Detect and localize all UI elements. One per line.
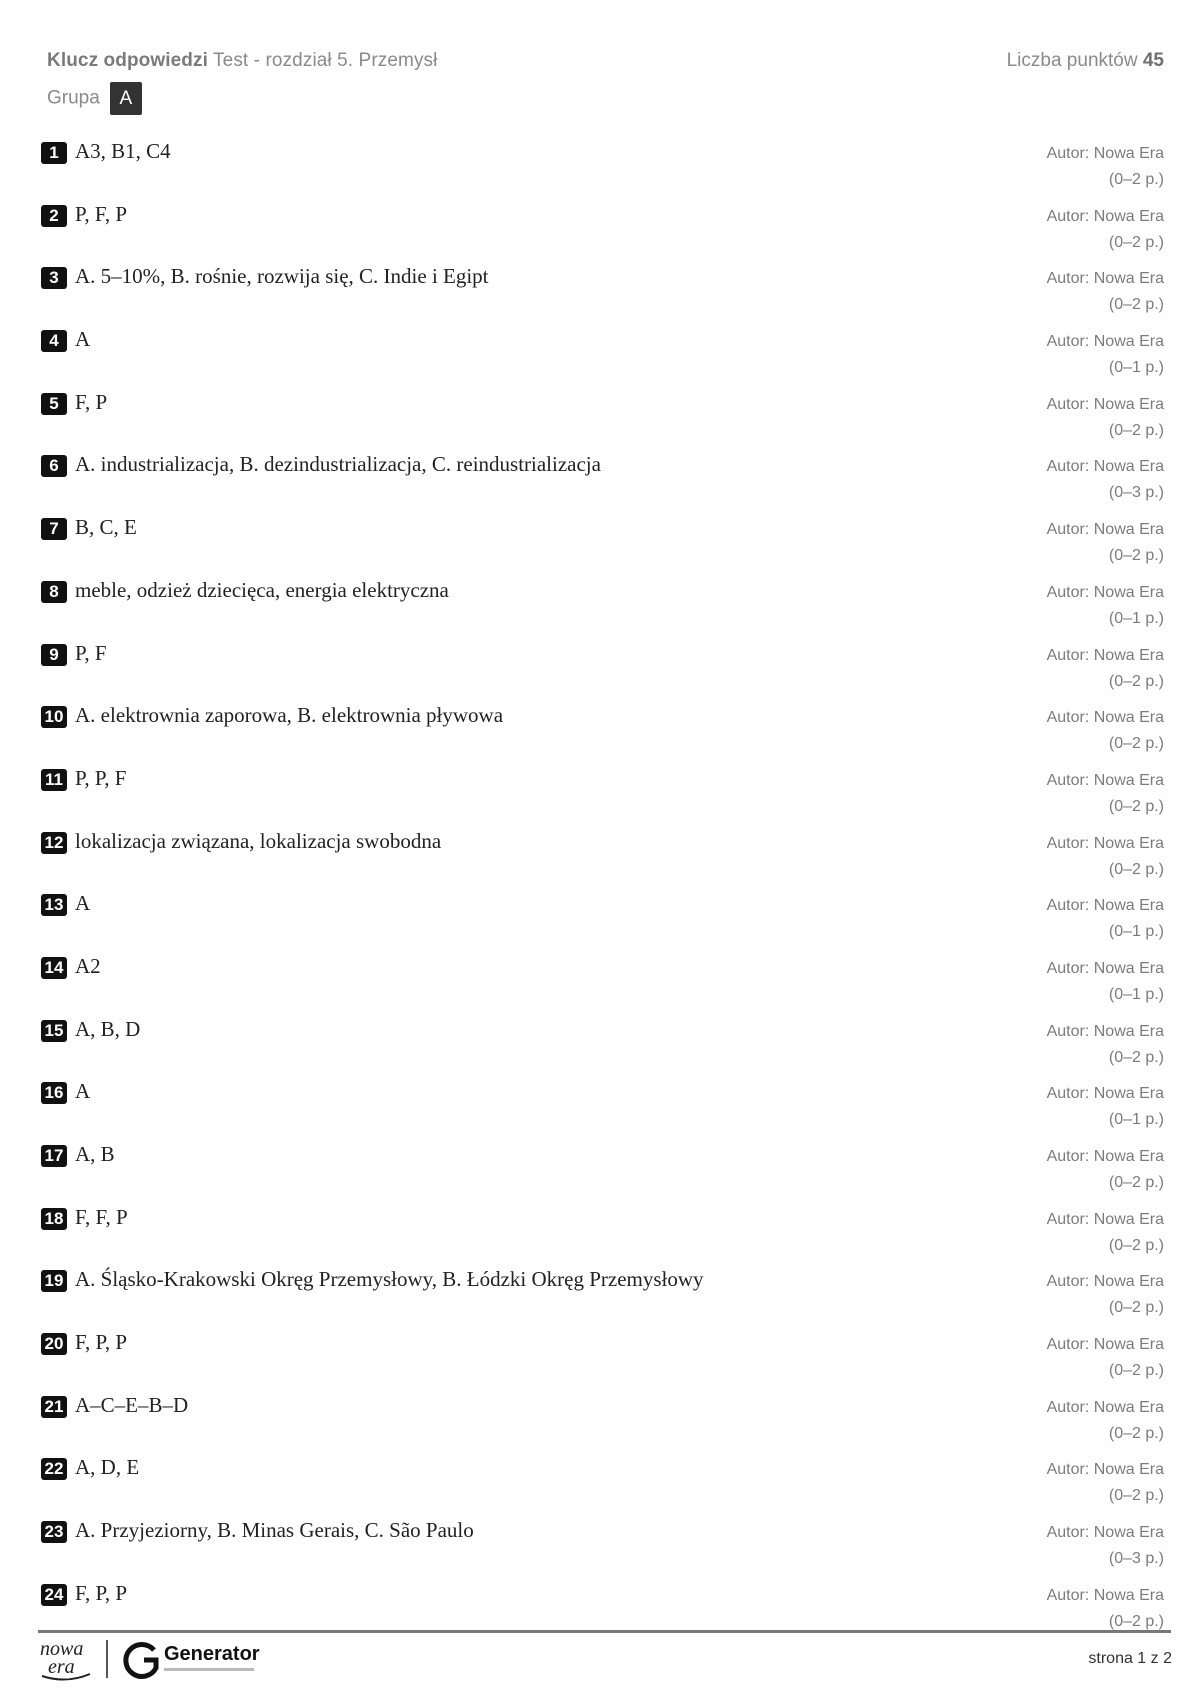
answer-author: Autor: Nowa Era [1046,1085,1164,1103]
answer-author: Autor: Nowa Era [1046,1210,1164,1228]
answer-score: (0–2 p.) [1108,1299,1164,1317]
document-header [47,50,1164,120]
group-label: Grupa [47,87,100,109]
answer-meta [1047,768,1164,820]
answer-score: (0–2 p.) [1108,1048,1164,1066]
answer-author: Autor: Nowa Era [1046,270,1164,288]
question-number-badge: 4 [41,330,67,352]
answer-text: A. 5–10%, B. rośnie, rozwija się, C. Indie i Egipt [75,264,489,289]
answer-meta [1047,643,1164,695]
answer-author: Autor: Nowa Era [1046,1524,1164,1542]
answer-text: B, C, E [75,515,137,540]
answer-row [41,1516,1164,1579]
answer-row [41,701,1164,764]
question-number-badge: 21 [41,1396,67,1418]
answer-text: A. elektrownia zaporowa, B. elektrownia pływowa [75,703,504,728]
answer-text: A, D, E [75,1455,140,1480]
answer-meta [1047,266,1164,318]
svg-text:nowa: nowa [40,1638,84,1660]
answer-meta [1047,705,1164,757]
question-number-badge: 8 [41,581,67,603]
answer-meta [1047,1520,1164,1572]
question-number-badge: 12 [41,832,67,854]
answer-author: Autor: Nowa Era [1046,1461,1164,1479]
answer-row [41,1015,1164,1078]
answer-row [41,639,1164,702]
answer-author: Autor: Nowa Era [1046,583,1164,601]
answer-author: Autor: Nowa Era [1046,395,1164,413]
answer-text: A3, B1, C4 [75,139,171,163]
answer-score: (0–2 p.) [1108,1424,1164,1442]
answer-meta [1047,392,1164,444]
answer-text: A. industrializacja, B. dezindustrializacja, C. reindustrializacja [75,452,601,477]
answer-row [41,1203,1164,1266]
question-number-badge: 20 [41,1333,67,1355]
question-number-badge: 7 [41,518,67,540]
group-line [47,82,142,115]
answer-row [41,1328,1164,1391]
answer-row [41,200,1164,263]
answers-list [41,137,1164,1642]
question-number-badge: 1 [41,142,67,164]
question-number-badge: 23 [41,1521,67,1543]
points-total [1007,50,1164,72]
answer-text: F, P, P [75,1580,128,1605]
answer-score: (0–2 p.) [1108,672,1164,690]
answer-text: P, P, F [75,765,127,790]
answer-author: Autor: Nowa Era [1046,1586,1164,1604]
question-number-badge: 5 [41,393,67,415]
answer-text: F, P, P [75,1330,128,1355]
answer-text: P, F, P [75,201,128,226]
answer-row [41,137,1164,200]
answer-row [41,1265,1164,1328]
question-number-badge: 22 [41,1458,67,1480]
answer-author: Autor: Nowa Era [1046,959,1164,977]
answer-text: A2 [75,953,101,978]
answer-meta [1047,1144,1164,1196]
answer-meta [1047,517,1164,569]
question-number-badge: 18 [41,1208,67,1230]
answer-meta [1047,204,1164,256]
answer-text: A [75,327,91,352]
question-number-badge: 16 [41,1082,67,1104]
answer-meta [1047,329,1164,381]
answer-row [41,262,1164,325]
answer-meta [1047,956,1164,1008]
svg-text:Generator: Generator [164,1643,260,1665]
answer-text: A–C–E–B–D [75,1392,189,1417]
answer-text: F, F, P [75,1204,128,1229]
answer-row [41,576,1164,639]
answer-row [41,513,1164,576]
answer-author: Autor: Nowa Era [1046,521,1164,539]
answer-score: (0–1 p.) [1108,1111,1164,1129]
answer-text: P, F [75,640,107,665]
answer-meta [1047,1081,1164,1133]
answer-score: (0–2 p.) [1108,1612,1164,1630]
answer-row [41,827,1164,890]
answer-score: (0–2 p.) [1108,797,1164,815]
answer-text: A, B, D [75,1016,141,1041]
document-title [47,50,437,72]
answer-score: (0–1 p.) [1108,609,1164,627]
answer-text: A [75,891,91,916]
answer-score: (0–3 p.) [1108,1550,1164,1568]
page-number: strona 1 z 2 [1088,1650,1172,1667]
answer-meta [1047,893,1164,945]
question-number-badge: 6 [41,455,67,477]
points-label: Liczba punktów [1006,50,1138,71]
answer-score: (0–2 p.) [1108,296,1164,314]
answer-meta [1047,580,1164,632]
footer-divider [38,1630,1171,1633]
answer-score: (0–2 p.) [1108,421,1164,439]
answer-row [41,1453,1164,1516]
question-number-badge: 15 [41,1020,67,1042]
answer-meta [1047,831,1164,883]
answer-author: Autor: Nowa Era [1046,771,1164,789]
question-number-badge: 17 [41,1145,67,1167]
answer-row [41,1140,1164,1203]
answer-meta [1047,141,1164,193]
logo-separator [106,1640,108,1678]
answer-author: Autor: Nowa Era [1046,458,1164,476]
answer-author: Autor: Nowa Era [1046,709,1164,727]
answer-author: Autor: Nowa Era [1046,897,1164,915]
question-number-badge: 9 [41,644,67,666]
answer-meta [1047,1457,1164,1509]
answer-score: (0–2 p.) [1108,1487,1164,1505]
question-number-badge: 2 [41,205,67,227]
answer-row [41,325,1164,388]
generator-logo [122,1638,272,1682]
answer-row [41,889,1164,952]
answer-author: Autor: Nowa Era [1046,1022,1164,1040]
question-number-badge: 11 [41,769,67,791]
question-number-badge: 19 [41,1270,67,1292]
question-number-badge: 24 [41,1584,67,1606]
answer-score: (0–2 p.) [1108,547,1164,565]
answer-text: A, B [75,1142,115,1166]
generator-g-icon [126,1644,156,1676]
answer-meta [1047,1583,1164,1635]
points-value: 45 [1142,50,1164,71]
answer-author: Autor: Nowa Era [1046,834,1164,852]
answer-row [41,388,1164,451]
answer-row [41,764,1164,827]
answer-score: (0–3 p.) [1108,484,1164,502]
answer-row [41,1391,1164,1454]
answer-meta [1047,1332,1164,1384]
title-rest: Test - rozdział 5. Przemysł [213,50,438,71]
answer-score: (0–1 p.) [1108,985,1164,1003]
answer-text: A [75,1079,91,1104]
question-number-badge: 3 [41,267,67,289]
answer-score: (0–1 p.) [1108,923,1164,941]
svg-text:era: era [48,1656,75,1678]
answer-author: Autor: Nowa Era [1046,1398,1164,1416]
answer-score: (0–2 p.) [1108,860,1164,878]
question-number-badge: 14 [41,957,67,979]
answer-meta [1047,1019,1164,1071]
answer-author: Autor: Nowa Era [1046,333,1164,351]
group-badge: A [110,82,142,115]
answer-text: lokalizacja związana, lokalizacja swobodna [75,828,442,853]
answer-author: Autor: Nowa Era [1046,1336,1164,1354]
answer-meta [1047,1269,1164,1321]
question-number-badge: 10 [41,706,67,728]
answer-score: (0–2 p.) [1108,171,1164,188]
answer-score: (0–2 p.) [1108,1362,1164,1380]
answer-text: F, P [75,389,108,414]
answer-row [41,952,1164,1015]
answer-meta [1047,1395,1164,1447]
answer-author: Autor: Nowa Era [1046,145,1164,162]
answer-meta [1047,454,1164,506]
answer-author: Autor: Nowa Era [1046,207,1164,225]
answer-author: Autor: Nowa Era [1046,1148,1164,1165]
answer-author: Autor: Nowa Era [1046,646,1164,664]
answer-row [41,450,1164,513]
answer-meta [1047,1207,1164,1259]
answer-score: (0–2 p.) [1108,233,1164,251]
answer-score: (0–1 p.) [1108,359,1164,377]
answer-row [41,1077,1164,1140]
answer-text: meble, odzież dziecięca, energia elektryczna [75,577,449,602]
nowa-era-logo [38,1636,94,1682]
answer-score: (0–2 p.) [1108,735,1164,753]
answer-text: A. Śląsko-Krakowski Okręg Przemysłowy, B. Łódzki Okręg Przemysłowy [75,1267,704,1292]
answer-score: (0–2 p.) [1108,1174,1164,1191]
answer-author: Autor: Nowa Era [1046,1273,1164,1291]
title-bold: Klucz odpowiedzi [47,50,208,71]
answer-text: A. Przyjeziorny, B. Minas Gerais, C. São Paulo [75,1518,474,1543]
question-number-badge: 13 [41,894,67,916]
answer-score: (0–2 p.) [1108,1236,1164,1254]
